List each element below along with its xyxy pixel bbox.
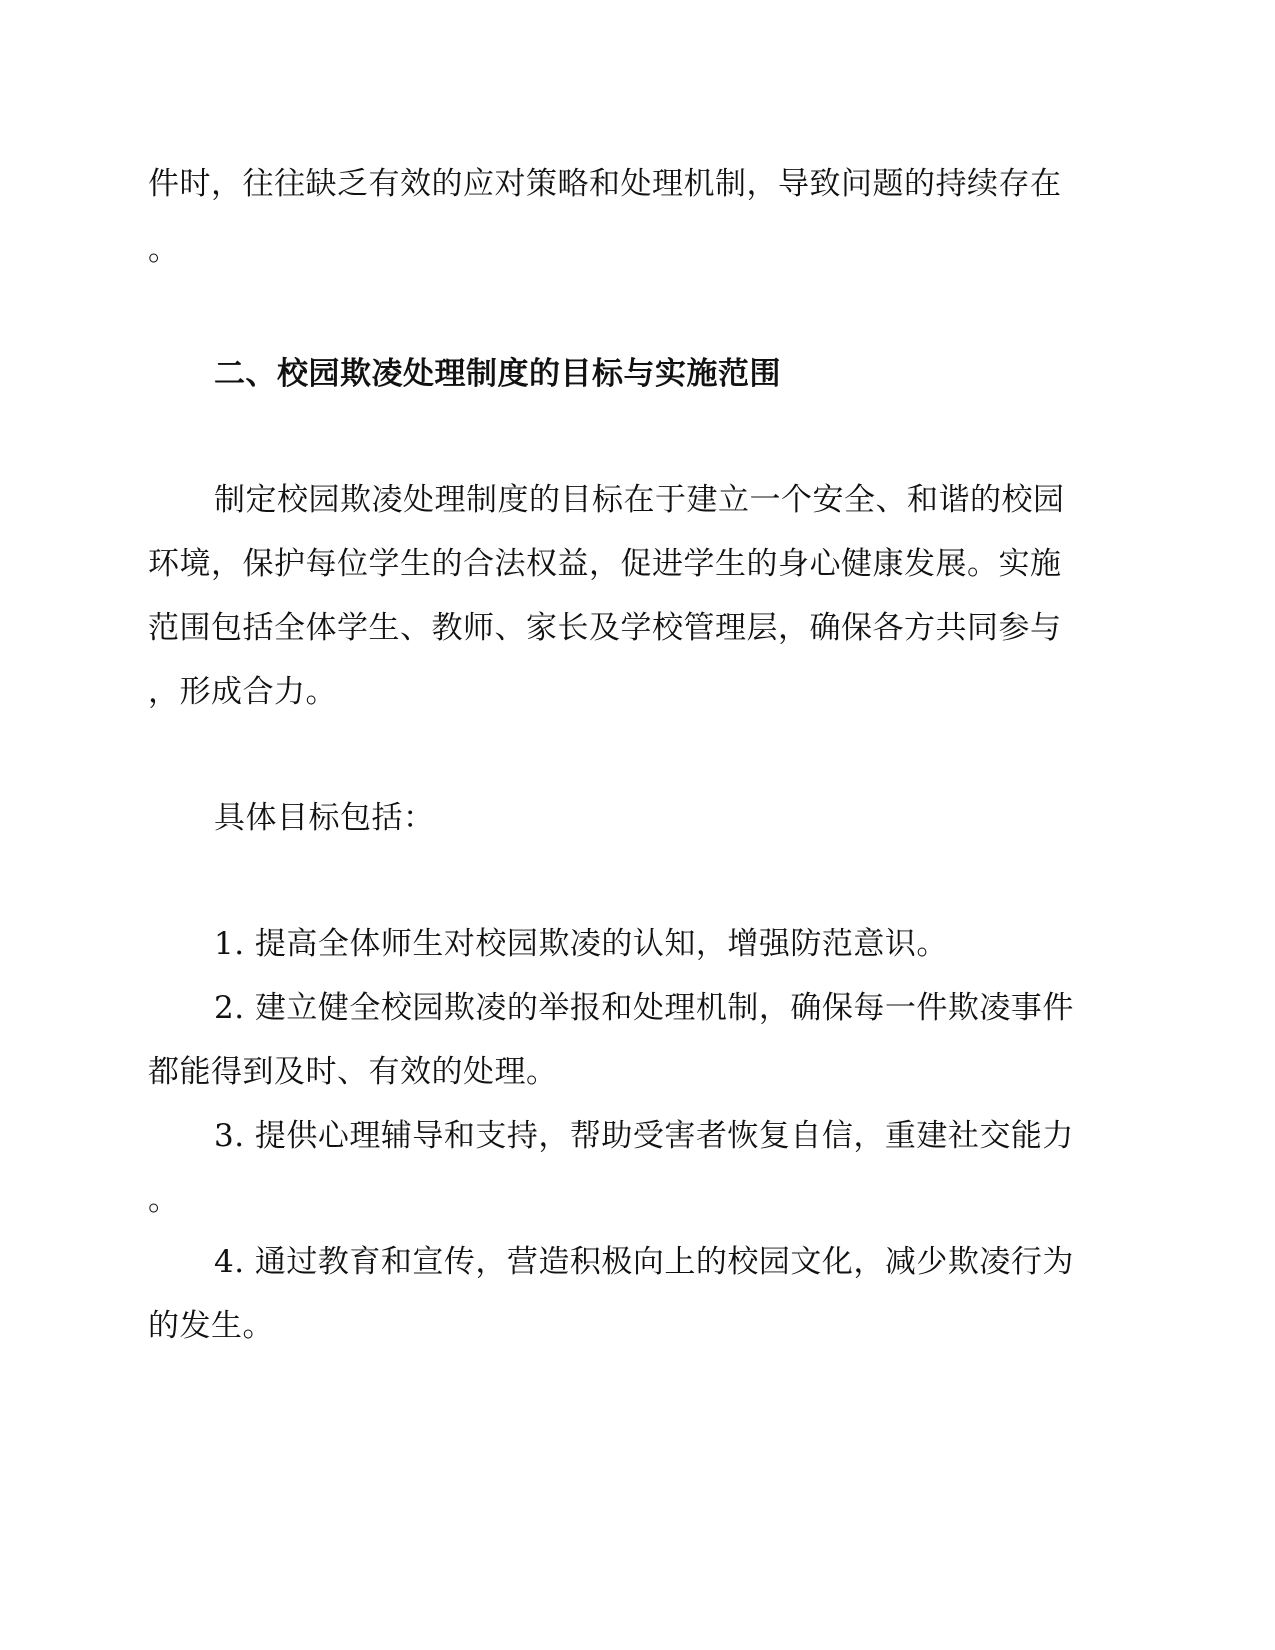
paragraph-line: 件时，往往缺乏有效的应对策略和处理机制，导致问题的持续存在 [148,166,1062,202]
paragraph-line: 具体目标包括： [214,800,435,836]
paragraph-line: 。 [148,232,180,268]
paragraph-line: ，形成合力。 [148,674,337,710]
list-item: 3. 提供心理辅导和支持，帮助受害者恢复自信，重建社交能力 [214,1118,1074,1154]
paragraph-line: 环境，保护每位学生的合法权益，促进学生的身心健康发展。实施 [148,546,1062,582]
paragraph-line: 范围包括全体学生、教师、家长及学校管理层，确保各方共同参与 [148,610,1062,646]
list-item-continuation: 的发生。 [148,1308,274,1344]
list-item: 4. 通过教育和宣传，营造积极向上的校园文化，减少欺凌行为 [214,1244,1074,1280]
list-item-continuation: 都能得到及时、有效的处理。 [148,1054,558,1090]
section-heading: 二、校园欺凌处理制度的目标与实施范围 [214,356,781,392]
list-item: 1. 提高全体师生对校园欺凌的认知，增强防范意识。 [214,926,948,962]
paragraph-line: 制定校园欺凌处理制度的目标在于建立一个安全、和谐的校园 [214,482,1065,518]
list-item-continuation: 。 [148,1182,180,1218]
list-item: 2. 建立健全校园欺凌的举报和处理机制，确保每一件欺凌事件 [214,990,1074,1026]
